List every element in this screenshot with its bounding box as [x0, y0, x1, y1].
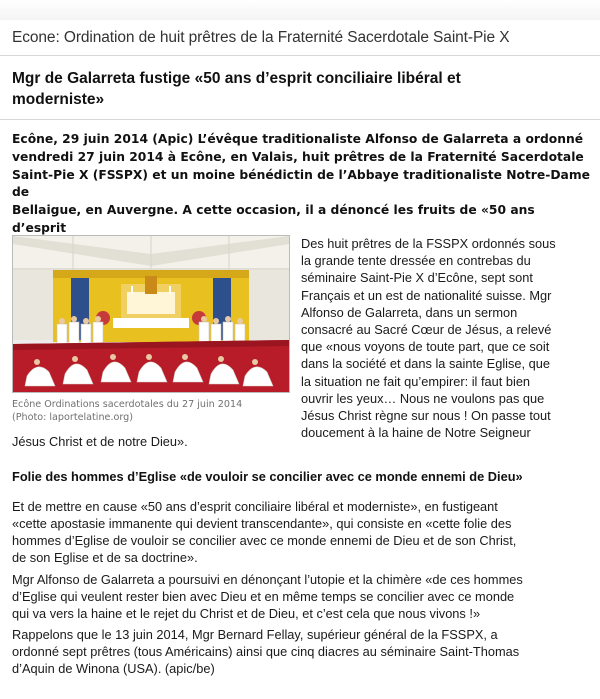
article-body-column: Des huit prêtres de la FSSPX ordonnés sous la grande tente dressée en contrebas du séminaire Saint-Pie X d’Ecône, sept sont Français et un est de nationalité suisse. Mgr Alfonso de Galarreta, dans un sermon consacré au Sacré Cœur de Jésus, a relevé que «nous voyons de toute part, que ce soit dans la société et dans la sainte Eglise, que la situation ne fait qu’empirer: il faut bien ouvrir les yeux… Nous ne voulons pas que Jésus Christ règne sur nous ! On passe tout doucement à la haine de Notre Seigneur	[301, 236, 556, 441]
article-lead: Ecône, 29 juin 2014 (Apic) L’évêque traditionaliste Alfonso de Galarreta a ordonné vendredi 27 juin 2014 à Ecône, en Valais, huit prêtres de la Fraternité Sacerdotale Saint-Pie X (FSSPX) et un moine bénédictin de l’Abbaye traditionaliste Notre-Dame de Bellaigue, en Auvergne. A cette occasion, il a dénoncé les fruits de «50 ans d’esprit	[12, 132, 590, 235]
title-divider	[0, 119, 600, 120]
paragraph-winona: Rappelons que le 13 juin 2014, Mgr Bernard Fellay, supérieur général de la FSSPX, a ordonné sept prêtres (tous Américains) ainsi que cinq diacres au séminaire Saint-Thomas d’Aquin de Winona (USA). (apic/be)	[12, 627, 520, 676]
article-body-tail: Jésus Christ et de notre Dieu».	[12, 434, 188, 449]
paragraph-apostasie: Et de mettre en cause «50 ans d’esprit conciliaire libéral et moderniste», en fustigeant «cette apostasie immanente qui devient transcendante», qui consiste en «cette folie des hommes d’Eglise de vouloir se concilier avec ce monde ennemi de Dieu et de son Christ, de son Eglise et de sa doctrine».	[12, 499, 517, 565]
top-bar	[0, 0, 600, 20]
paragraph-utopie: Mgr Alfonso de Galarreta a poursuivi en dénonçant l’utopie et la chimère «de ces hommes d’Eglise qui veulent rester bien avec Dieu et en même temps se concilier avec ce monde qui va vers la haine et le rejet du Christ et de Dieu, et c’est cela que nous vivons !»	[12, 572, 523, 621]
header-divider	[0, 55, 600, 56]
page-header	[12, 29, 592, 47]
header-title: Econe: Ordination de huit prêtres de la Fraternité Sacerdotale Saint-Pie X	[12, 29, 510, 46]
photo-caption: Ecône Ordinations sacerdotales du 27 juin 2014 (Photo: laportelatine.org)	[12, 399, 243, 423]
ordination-photo	[12, 235, 290, 393]
section-heading: Folie des hommes d’Eglise «de vouloir se concilier avec ce monde ennemi de Dieu»	[12, 469, 523, 484]
ordination-photo-illustration	[13, 236, 289, 392]
article-title: Mgr de Galarreta fustige «50 ans d’esprit conciliaire libéral et moderniste»	[12, 70, 461, 108]
